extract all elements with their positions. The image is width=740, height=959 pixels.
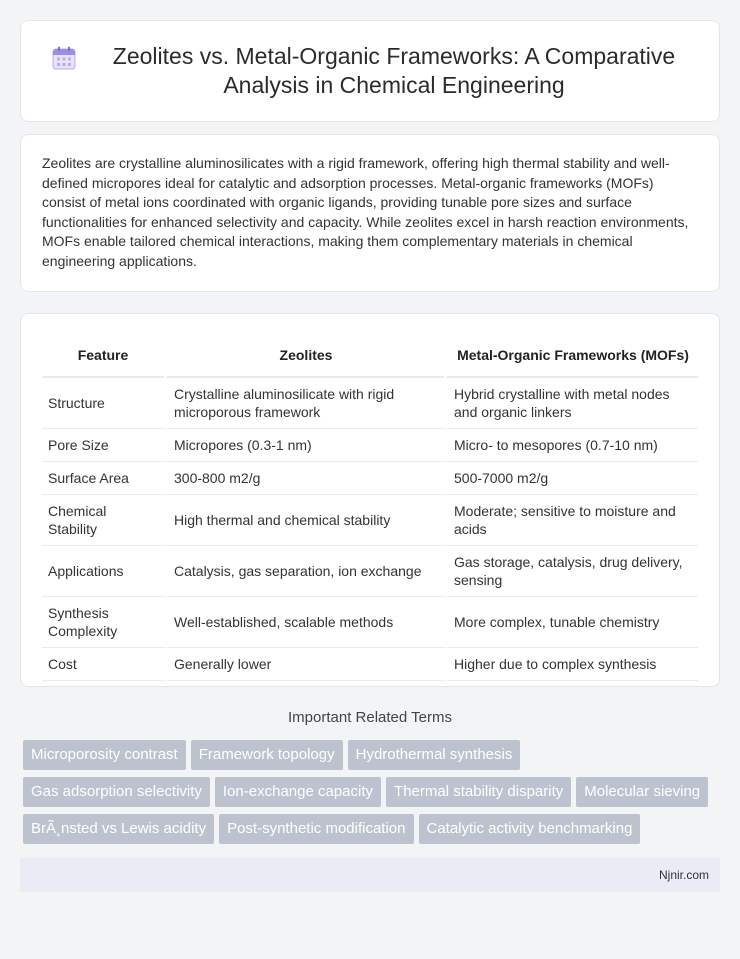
cell-zeolites: Crystalline aluminosilicate with rigid microporous framework	[164, 378, 444, 429]
related-terms-heading: Important Related Terms	[288, 709, 452, 726]
comparison-table	[42, 332, 698, 681]
related-term-tag[interactable]: Post-synthetic modification	[219, 814, 413, 844]
comparison-table-card	[20, 313, 720, 687]
cell-feature: Applications	[42, 546, 164, 597]
table-row	[42, 378, 698, 429]
cell-feature: Synthesis Complexity	[42, 597, 164, 648]
table-row	[42, 429, 698, 462]
related-term-tag[interactable]: Microporosity contrast	[23, 740, 186, 770]
header-feature: Feature	[42, 332, 164, 378]
related-term-tag[interactable]: Catalytic activity benchmarking	[419, 814, 641, 844]
intro-paragraph: Zeolites are crystalline aluminosilicates with a rigid framework, offering high thermal stability and well-defined micropores ideal for catalytic and adsorption processes. Metal-organic frameworks (MOFs) consist of metal ions coordinated with organic ligands, providing tunable pore sizes and surface functionalities for enhanced selectivity and capacity. While zeolites excel in harsh reaction environments, MOFs enable tailored chemical interactions, making them complementary materials in chemical engineering applications.	[42, 155, 689, 269]
intro-card	[20, 134, 720, 292]
cell-mofs: 500-7000 m2/g	[444, 462, 698, 495]
footer-site-name[interactable]: Njnir.com	[658, 868, 709, 882]
table-row	[42, 495, 698, 546]
cell-zeolites: Catalysis, gas separation, ion exchange	[164, 546, 444, 597]
related-term-tag[interactable]: Thermal stability disparity	[386, 777, 571, 807]
cell-feature: Pore Size	[42, 429, 164, 462]
cell-zeolites: Well-established, scalable methods	[164, 597, 444, 648]
related-term-tag[interactable]: Gas adsorption selectivity	[23, 777, 210, 807]
related-term-tag[interactable]: Framework topology	[191, 740, 343, 770]
cell-feature: Chemical Stability	[42, 495, 164, 546]
table-row	[42, 648, 698, 681]
header-mofs: Metal-Organic Frameworks (MOFs)	[444, 332, 698, 378]
cell-feature: Cost	[42, 648, 164, 681]
cell-mofs: More complex, tunable chemistry	[444, 597, 698, 648]
table-header-row	[42, 332, 698, 378]
calendar-icon	[51, 45, 77, 71]
table-row	[42, 546, 698, 597]
related-term-tag[interactable]: Molecular sieving	[576, 777, 708, 807]
page-title: Zeolites vs. Metal-Organic Frameworks: A Comparative Analysis in Chemical Engineering	[112, 43, 676, 98]
related-term-tag[interactable]: BrÃ¸nsted vs Lewis acidity	[23, 814, 214, 844]
title-wrap	[51, 42, 689, 100]
cell-zeolites: Micropores (0.3-1 nm)	[164, 429, 444, 462]
cell-mofs: Micro- to mesopores (0.7-10 nm)	[444, 429, 698, 462]
related-term-tag[interactable]: Hydrothermal synthesis	[348, 740, 521, 770]
header-zeolites: Zeolites	[164, 332, 444, 378]
cell-zeolites: 300-800 m2/g	[164, 462, 444, 495]
table-row	[42, 462, 698, 495]
cell-mofs: Higher due to complex synthesis	[444, 648, 698, 681]
related-terms-list	[20, 740, 720, 851]
cell-mofs: Hybrid crystalline with metal nodes and organic linkers	[444, 378, 698, 429]
table-row	[42, 597, 698, 648]
cell-feature: Surface Area	[42, 462, 164, 495]
cell-feature: Structure	[42, 378, 164, 429]
cell-mofs: Gas storage, catalysis, drug delivery, sensing	[444, 546, 698, 597]
title-card	[20, 20, 720, 122]
cell-mofs: Moderate; sensitive to moisture and acids	[444, 495, 698, 546]
related-term-tag[interactable]: Ion-exchange capacity	[215, 777, 381, 807]
cell-zeolites: High thermal and chemical stability	[164, 495, 444, 546]
footer	[20, 858, 720, 892]
cell-zeolites: Generally lower	[164, 648, 444, 681]
